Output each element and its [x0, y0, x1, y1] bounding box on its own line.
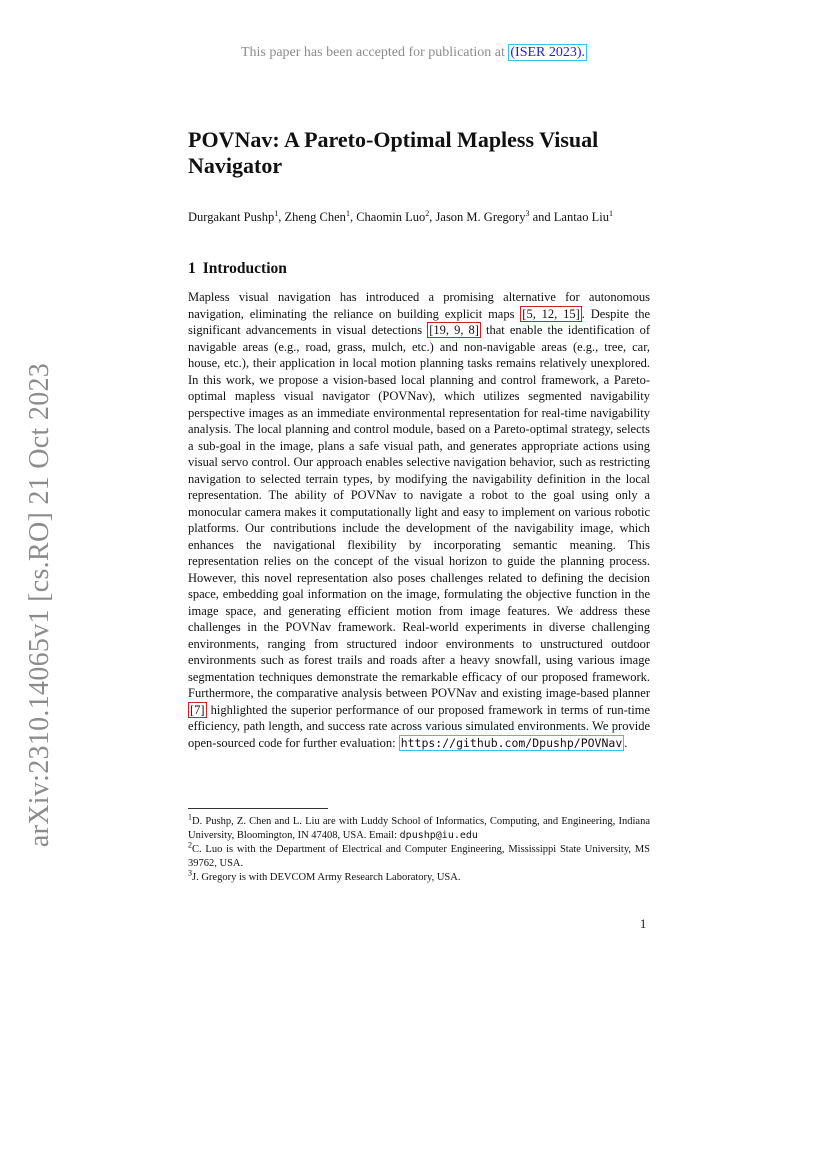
author-list: Durgakant Pushp$^1$, Zheng Chen$^1$, Chaomin Luo$^2$, Jason M. Gregory$^3$ and Lantao Liu$^1$ [188, 208, 613, 224]
citation-link[interactable]: [5, 12, 15] [522, 306, 580, 321]
author-name: Lantao Liu [553, 210, 609, 224]
introduction-paragraph: Mapless visual navigation has introduced a promising alternative for autonomous navigation, eliminating the reliance on building explicit maps [5, 12, 15] . Despite the significant advancements in visual detections [19, 9, 8] that enable the identification of navigable areas (e.g., road, grass, mulch, etc.) and non-navigable areas (e.g., tree, car, house, etc.), their application in local motion planning tasks remains relatively unexplored. In this work, we propose a vision-based local planning and control framework, a Pareto-optimal mapless visual navigator (POVNav), which utilizes segmented navigability perspective images as an immediate environmental representation for real-time navigability analysis. The local planning and control module, based on a Pareto-optimal strategy, selects a sub-goal in the image, plans a safe visual path, and generates appropriate actions using visual servo control. Our approach enables selective navigation behavior, such as restricting navigation to selected terrain types, by modifying the navigability definition in the local representation. The ability of POVNav to navigate a robot to the goal using only a monocular camera makes it computationally light and easy to implement on various robotic platforms. Our contributions include the development of the navigability image, which enhances the navigational flexibility by incorporating semantic meaning. This representation relies on the concept of the visual horizon to guide the planning process. However, this novel representation also poses challenges related to defining the decision space, embedding goal information on the image, formulating the objective function in the image space, and generating efficient motion from image features. We address these challenges in the POVNav framework. Real-world experiments in diverse challenging environments, ranging from structured indoor environments to unstructured outdoor environments such as forest trails and roads after a heavy snowfall, using various image segmentation techniques demonstrate the remarkable efficacy of our proposed framework. Furthermore, the comparative analysis between POVNav and existing image-based planner [7] highlighted the superior performance of our proposed framework in terms of run-time efficiency, path length, and success rate across various simulated environments. We provide open-sourced code for further evaluation: https://github.com/Dpushp/POVNav . [188, 290, 650, 750]
footnote: $^3$J. Gregory is with DEVCOM Army Research Laboratory, USA. [188, 868, 461, 883]
publication-banner [0, 45, 828, 61]
arxiv-identifier: arXiv:2310.14065v1 [cs.RO] 21 Oct 2023 [24, 362, 55, 848]
author-affiliation: 1 [608, 208, 613, 218]
author-name: Zheng Chen [284, 210, 346, 224]
footnote-mark: 1 [188, 812, 192, 822]
author-affiliation: 1 [345, 208, 350, 218]
banner-text: This paper has been accepted for publication at [240, 45, 509, 60]
footnote: $^1$D. Pushp, Z. Chen and L. Liu are with Luddy School of Informatics, Computing, and Engineering, Indiana University, Bloomington, IN 47408, USA. Email: dpushp@iu.edu [188, 812, 650, 841]
footnotes [188, 812, 650, 885]
section-number: 1 [188, 260, 196, 277]
venue-link[interactable]: (ISER 2023). [510, 45, 586, 60]
page-number: 1 [640, 917, 647, 931]
author-name: Jason M. Gregory [435, 210, 526, 224]
email-address: dpushp@iu.edu [399, 830, 478, 841]
author-name: Chaomin Luo [356, 210, 426, 224]
footnote: $^2$C. Luo is with the Department of Electrical and Computer Engineering, Mississippi State University, MS 39762, USA. [188, 840, 650, 869]
github-url-link[interactable]: https://github.com/Dpushp/POVNav [400, 735, 623, 750]
author-name: Durgakant Pushp [188, 210, 275, 224]
section-title: Introduction [202, 260, 287, 277]
footnote-divider [188, 808, 328, 809]
footnote-mark: 3 [188, 868, 192, 878]
author-affiliation: 1 [274, 208, 279, 218]
footnote-mark: 2 [188, 840, 192, 850]
citation-link[interactable]: [19, 9, 8] [429, 323, 479, 337]
author-affiliation: 3 [525, 208, 530, 218]
paper-title: POVNav: A Pareto-Optimal Mapless Visual Navigator [188, 127, 599, 178]
citation-link[interactable]: [7] [190, 702, 205, 717]
arxiv-sidebar [20, 362, 60, 848]
author-affiliation: 2 [425, 208, 430, 218]
section-heading [188, 260, 287, 278]
